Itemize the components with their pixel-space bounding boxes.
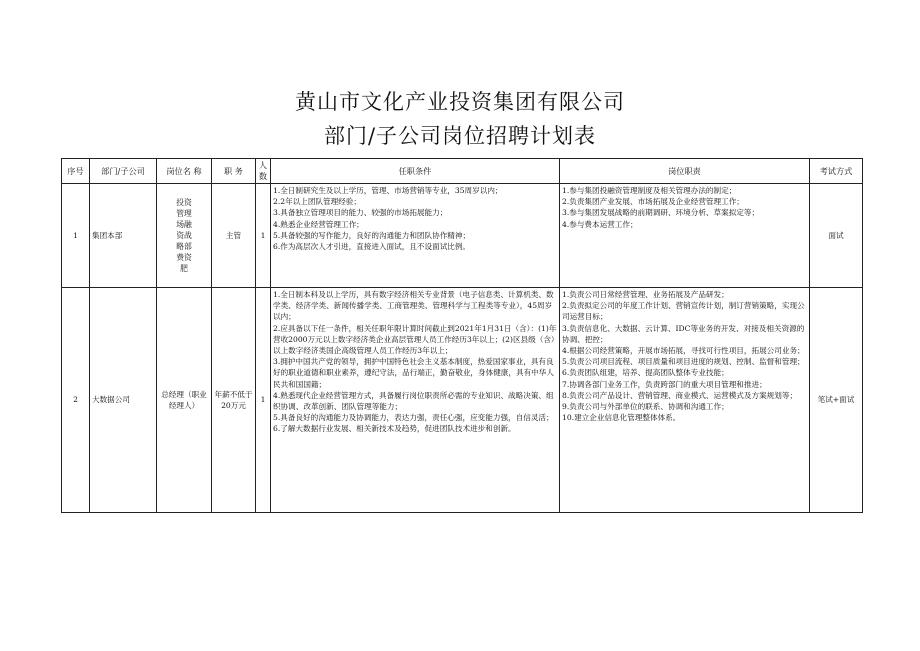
header-rank: 职 务 [212, 159, 256, 184]
table-row [62, 184, 863, 288]
requirement-item: 1.全日制本科及以上学历，具有数字经济相关专业背景（电子信息类、计算机类、数学类、经济学类、新闻传播学类、工商管理类、管理科学与工程类等专业），45周岁以内； [273, 290, 554, 322]
header-duties: 岗位职责 [560, 159, 810, 184]
row-duties [560, 288, 810, 513]
header-exam: 考试方式 [810, 159, 863, 184]
document-subtitle: 部门/子公司岗位招聘计划表 [323, 124, 597, 148]
duty-item: 2.负责集团产业发展、市场拓展及企业经营管理工作； [562, 197, 744, 207]
duty-item: 4.参与费本运营工作； [562, 219, 638, 229]
document-title: 黄山市文化产业投资集团有限公司 [295, 90, 625, 114]
header-count: 人数 [256, 159, 271, 184]
row-dept: 集团本部 [90, 184, 157, 288]
duty-item: 2.负责拟定公司的年度工作计划、营销宣传计划，制订营销策略，实现公司运营目标； [562, 301, 805, 322]
row-rank: 主管 [212, 184, 256, 288]
duty-item: 5.负责公司项目流程、项目质量和项目进度的规划、控制、监督和管理； [562, 357, 805, 367]
row-dept: 大数据公司 [90, 288, 157, 513]
row-seq: 1 [62, 184, 90, 288]
recruitment-plan-table [61, 158, 863, 513]
duty-item: 9.负责公司与外部单位的联系、协调和沟通工作； [562, 402, 729, 412]
requirement-item: 6.了解大数据行业发展、相关新技术及趋势，促进团队技术进步和创新。 [273, 424, 516, 434]
row-exam: 面试 [810, 184, 863, 288]
row-seq: 2 [62, 288, 90, 513]
row-exam: 笔试+面试 [810, 288, 863, 513]
duty-item: 10.建立企业信息化管理整体体系。 [562, 413, 681, 423]
duty-item: 7.协调各部门业务工作，负责跨部门的重大项目管理和推进； [562, 379, 767, 389]
row-position: 总经理（职业经理人） [157, 288, 212, 513]
row-requirements [271, 288, 560, 513]
duties-clip [562, 289, 807, 511]
requirement-item: 5.具备良好的沟通能力及协调能力，表达力强，责任心强，应变能力强，自信灵活； [273, 413, 554, 423]
position-name: 投资管理场融资战略部费资肥 [176, 198, 192, 273]
header-seq: 序号 [62, 159, 90, 184]
duty-item: 1.参与集团投融资管理制度及相关管理办法的制定； [562, 186, 737, 195]
row-count: 1 [256, 288, 271, 513]
duty-item: 8.负责公司产品设计、营销管理、商业模式、运营模式及方案规划等； [562, 390, 798, 400]
duty-item: 1.负责公司日常经营管理、业务拓展及产品研发； [562, 290, 729, 299]
requirement-item: 2.2年以上团队管理经验； [273, 197, 362, 207]
duty-item: 4.根据公司经营策略，开展市场拓展，寻找可行性项目，拓展公司业务； [562, 346, 805, 356]
duty-item: 3.参与集团发展战略的前期调研、环境分析、草案拟定等； [562, 208, 760, 218]
requirement-item: 1.全日制研究生及以上学历，管理、市场营销等专业，35周岁以内； [273, 186, 503, 195]
row-requirements [271, 184, 560, 288]
requirement-item: 2.应具备以下任一条件，相关任职年限计算时间截止到2021年1月31日（含）：(1)年营收2000万元以上数字经济类企业高层管理人员工作经历3年以上；(2)区县级（含）以上数字经济类国企高级管理人员工作经历3年以上； [273, 323, 557, 356]
row-rank: 年薪不低于20万元 [212, 288, 256, 513]
header-position: 岗位名 称 [157, 159, 212, 184]
requirement-item: 6.作为高层次人才引进，直接进入面试，且不设面试比例。 [273, 242, 471, 252]
row-duties [560, 184, 810, 288]
requirement-item: 4.熟悉现代企业经营管理方式，具备履行岗位职责所必需的专业知识、战略决策、组织协调、改革创新、团队管理等能力； [273, 390, 554, 412]
requirement-item: 3.具备独立管理项目的能力、较强的市场拓展能力； [273, 208, 448, 218]
duty-item: 3.负责信息化、大数据、云计算、IDC等业务的开发、对接及相关资源的协调、把控； [562, 323, 805, 344]
header-dept: 部门/子公司 [90, 159, 157, 184]
requirement-item: 3.拥护中国共产党的领导，拥护中国特色社会主义基本制度，热爱国家事业，具有良好的职业道德和职业素养，遵纪守法，品行端正，勤奋敬业，身体健康，具有中华人民共和国国籍； [273, 357, 554, 389]
requirement-item: 4.熟悉企业经营管理工作； [273, 219, 364, 229]
row-count: 1 [256, 184, 271, 288]
table-header-row [62, 159, 863, 184]
header-requirements: 任职条件 [271, 159, 560, 184]
requirement-item: 5.具备较强的写作能力，良好的沟通能力和团队协作精神； [273, 230, 471, 240]
duty-item: 6.负责团队组建，培养、提高团队整体专业技能； [562, 368, 729, 378]
row-position [157, 184, 212, 288]
table-row [62, 288, 863, 513]
